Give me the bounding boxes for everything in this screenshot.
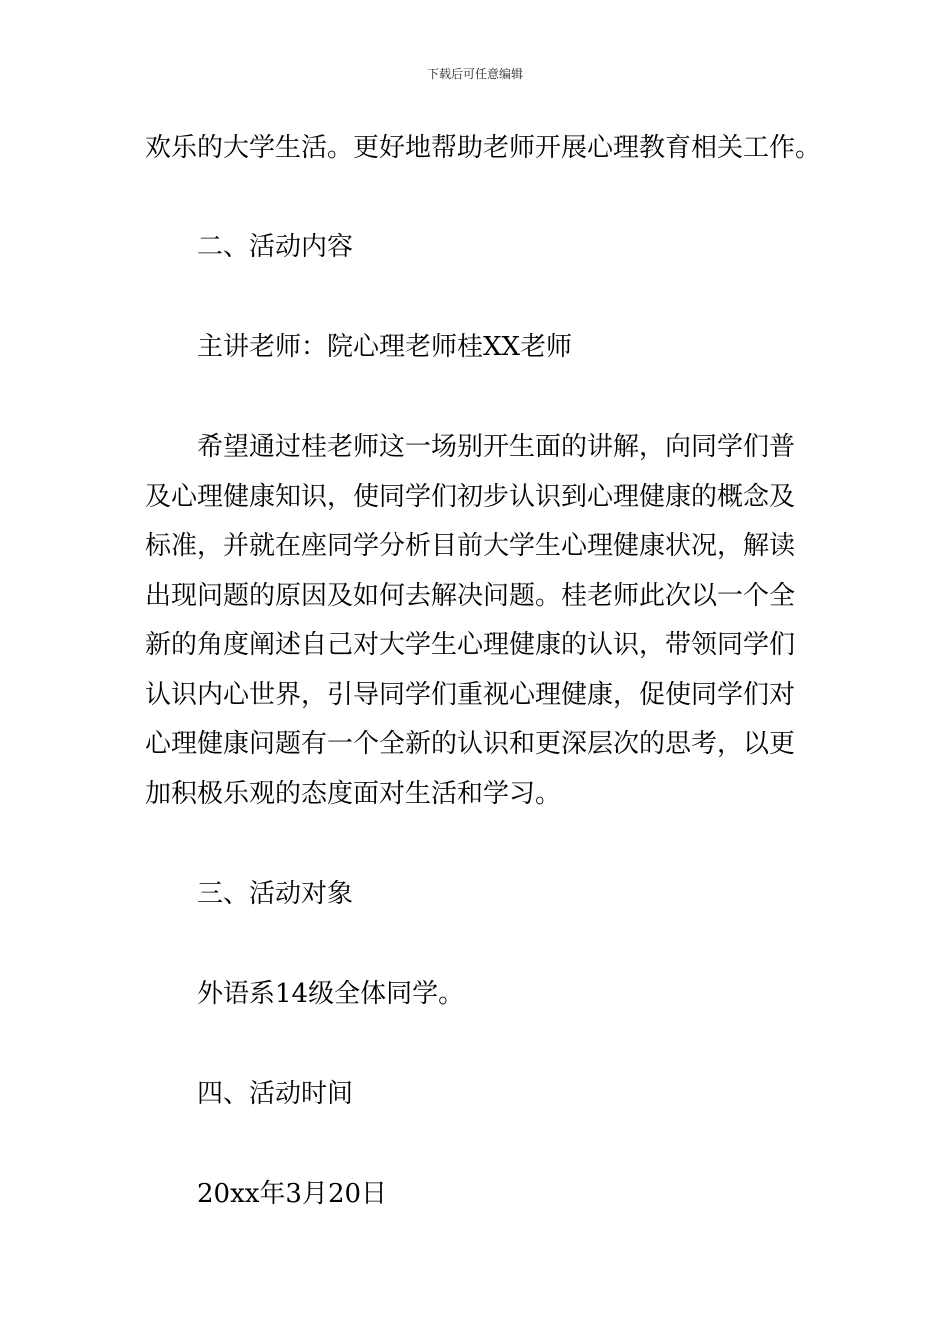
description-line: 新的角度阐述自己对大学生心理健康的认识，带领同学们 bbox=[145, 630, 796, 660]
audience-line: 外语系14级全体同学。 bbox=[197, 979, 465, 1009]
date-line: 20xx年3月20日 bbox=[197, 1179, 388, 1209]
section-heading-content: 二、活动内容 bbox=[197, 232, 354, 262]
section-heading-time: 四、活动时间 bbox=[197, 1079, 354, 1109]
section-heading-audience: 三、活动对象 bbox=[197, 879, 354, 909]
download-note: 下载后可任意编辑 bbox=[426, 67, 523, 81]
description-line: 心理健康问题有一个全新的认识和更深层次的思考，以更 bbox=[145, 729, 796, 759]
lecturer-line: 主讲老师：院心理老师桂XX老师 bbox=[197, 332, 573, 362]
continuation-paragraph: 欢乐的大学生活。更好地帮助老师开展心理教育相关工作。 bbox=[145, 133, 822, 163]
description-line: 及心理健康知识，使同学们初步认识到心理健康的概念及 bbox=[145, 481, 796, 512]
description-line: 认识内心世界，引导同学们重视心理健康，促使同学们对 bbox=[145, 679, 796, 710]
description-line: 加积极乐观的态度面对生活和学习。 bbox=[145, 778, 562, 809]
description-line: 希望通过桂老师这一场别开生面的讲解，向同学们普 bbox=[197, 432, 796, 462]
description-paragraph bbox=[145, 423, 810, 819]
description-line: 标准，并就在座同学分析目前大学生心理健康状况，解读 bbox=[145, 531, 796, 561]
description-line: 出现问题的原因及如何去解决问题。桂老师此次以一个全 bbox=[145, 580, 796, 611]
